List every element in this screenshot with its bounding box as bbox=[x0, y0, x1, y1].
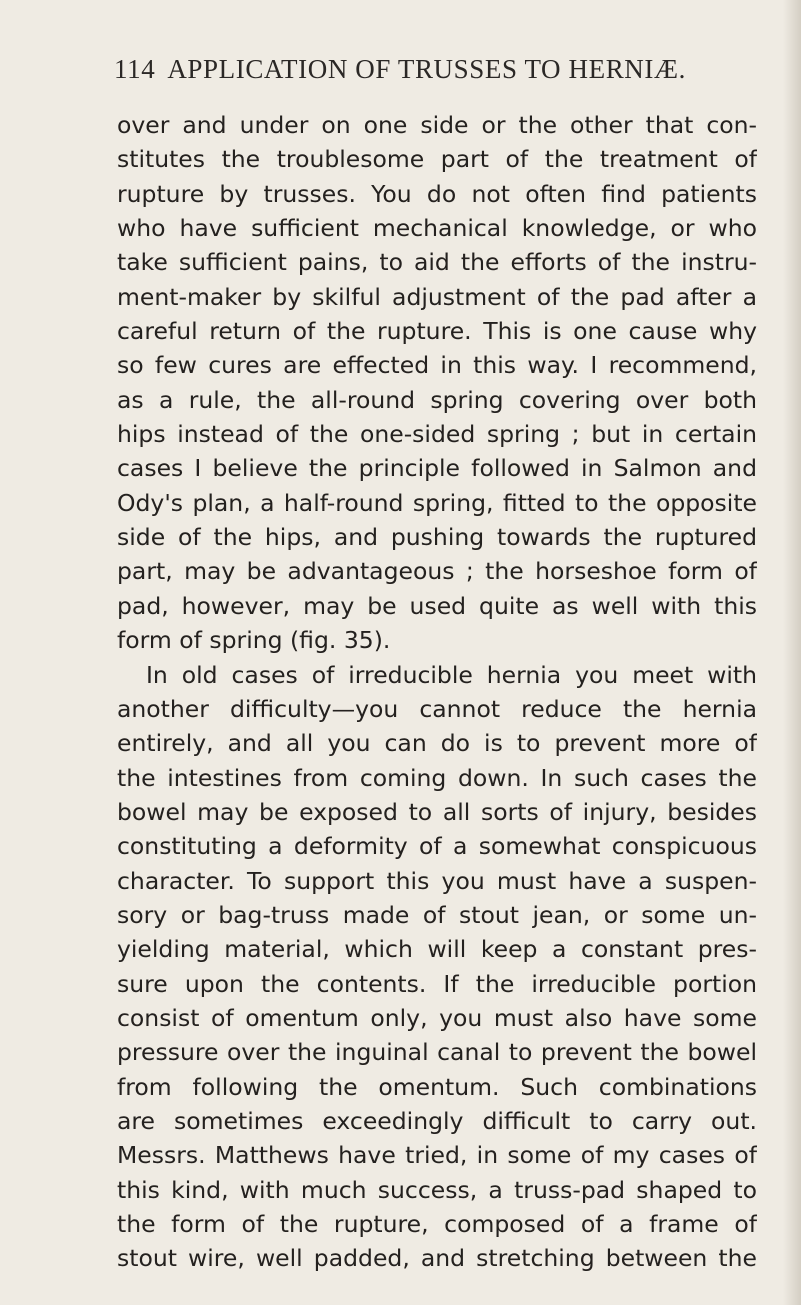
running-title: APPLICATION OF TRUSSES TO HERNIÆ. bbox=[167, 53, 686, 84]
text-line: pressure over the inguinal canal to prevent the bowel bbox=[117, 1038, 757, 1067]
page-edge-shadow bbox=[783, 0, 801, 1305]
text-line: from following the omentum. Such combinations bbox=[117, 1072, 757, 1101]
text-line: Messrs. Matthews have tried, in some of my cases of bbox=[117, 1141, 757, 1170]
text-line: consist of omentum only, you must also have some bbox=[117, 1003, 757, 1032]
text-line: stout wire, well padded, and stretching between the bbox=[117, 1244, 757, 1273]
text-line: the form of the rupture, composed of a frame of bbox=[117, 1210, 757, 1238]
text-line: pad, however, may be used quite as well with this bbox=[117, 591, 757, 620]
paragraph-end-line: form of spring (fig. 35). bbox=[117, 626, 391, 655]
text-line: who have sufficient mechanical knowledge, or who bbox=[117, 214, 757, 243]
text-line: bowel may be exposed to all sorts of injury, besides bbox=[117, 797, 757, 826]
text-line: over and under on one side or the other that con- bbox=[117, 111, 757, 139]
text-line: part, may be advantageous ; the horseshoe form of bbox=[117, 557, 757, 586]
text-line: side of the hips, and pushing towards the ruptured bbox=[117, 523, 757, 552]
page-number: 114 bbox=[114, 53, 156, 84]
text-line: entirely, and all you can do is to prevent more of bbox=[117, 729, 757, 758]
text-line: hips instead of the one-sided spring ; but in certain bbox=[117, 420, 757, 449]
running-header bbox=[114, 47, 774, 91]
text-line: rupture by trusses. You do not often find patients bbox=[117, 179, 757, 208]
text-line: cases I believe the principle followed in Salmon and bbox=[117, 454, 757, 483]
text-line: character. To support this you must have a suspen- bbox=[117, 866, 757, 895]
text-line: so few cures are effected in this way. I recommend, bbox=[117, 351, 757, 380]
text-line: the intestines from coming down. In such cases the bbox=[117, 763, 757, 792]
text-line: this kind, with much success, a truss-pad shaped to bbox=[117, 1175, 757, 1204]
text-line: another difficulty—you cannot reduce the hernia bbox=[117, 694, 757, 723]
paragraph-start-line: In old cases of irreducible hernia you meet with bbox=[146, 660, 757, 689]
text-line: take sufficient pains, to aid the efforts of the instru- bbox=[117, 248, 757, 277]
text-line: careful return of the rupture. This is one cause why bbox=[117, 317, 757, 346]
text-line: stitutes the troublesome part of the treatment of bbox=[117, 145, 757, 174]
text-line: Ody's plan, a half-round spring, fitted to the opposite bbox=[117, 488, 757, 517]
text-line: sure upon the contents. If the irreducible portion bbox=[117, 969, 757, 998]
text-line: ment-maker by skilful adjustment of the pad after a bbox=[117, 282, 757, 311]
text-line: are sometimes exceedingly difficult to carry out. bbox=[117, 1106, 757, 1135]
text-line: constituting a deformity of a somewhat conspicuous bbox=[117, 832, 757, 861]
text-line: as a rule, the all-round spring covering over both bbox=[117, 385, 757, 414]
text-line: yielding material, which will keep a constant pres- bbox=[117, 935, 757, 964]
text-line: sory or bag-truss made of stout jean, or some un- bbox=[117, 900, 757, 929]
body-text bbox=[117, 108, 757, 1288]
